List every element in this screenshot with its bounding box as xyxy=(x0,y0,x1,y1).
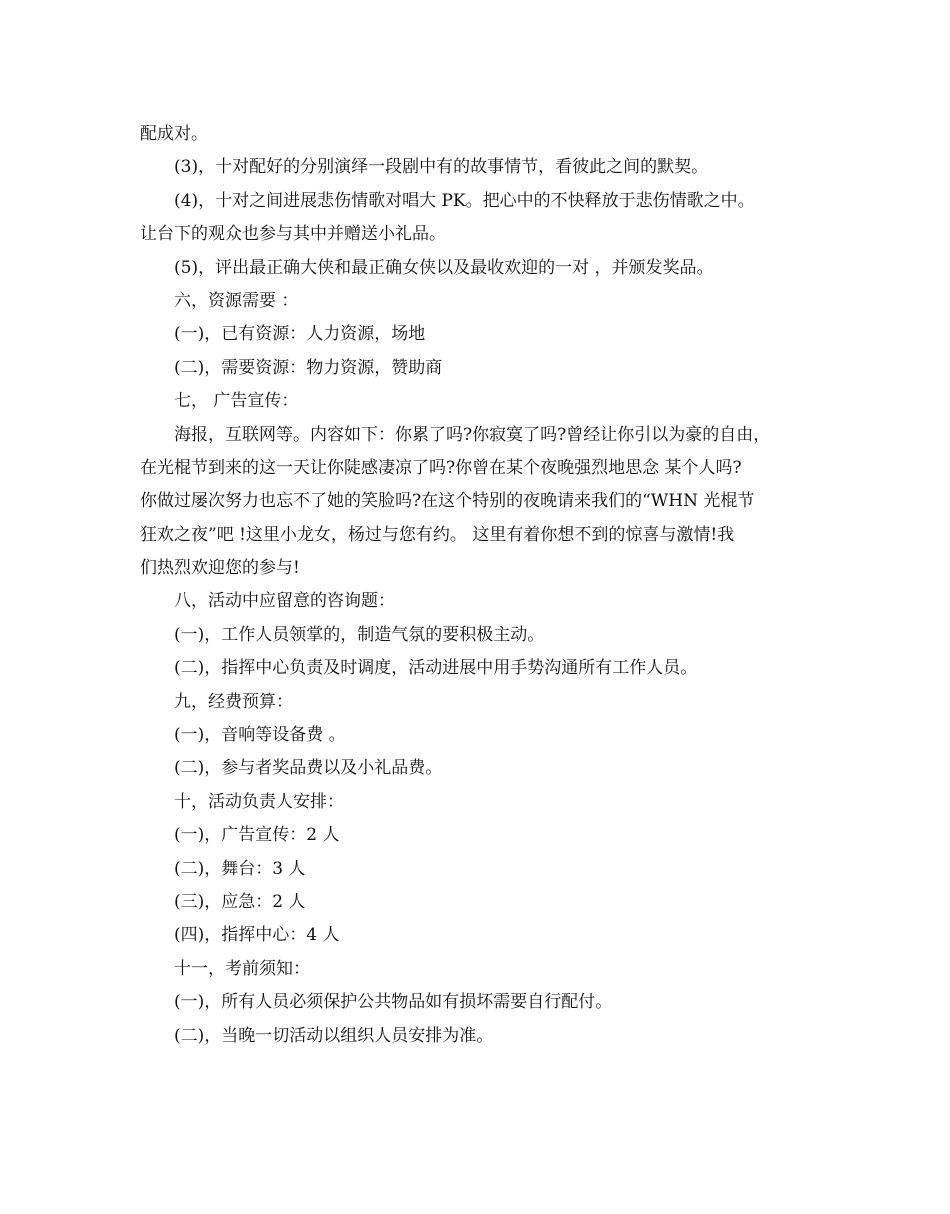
text-line: 你做过屡次努力也忘不了她的笑脸吗?在这个特别的夜晚请来我们的“WHN 光棍节 xyxy=(140,491,755,512)
section-heading: 六，资源需要 ： xyxy=(174,290,299,311)
text-line: 狂欢之夜”吧 !这里小龙女，杨过与您有约。 这里有着你想不到的惊喜与激情!我 xyxy=(140,524,735,545)
text-line: 们热烈欢迎您的参与! xyxy=(140,558,300,579)
text-line: (二)，当晚一切活动以组织人员安排为准。 xyxy=(174,1025,494,1046)
text-line: (一)，广告宣传：2 人 xyxy=(174,825,340,846)
text-line: (一)，所有人员必须保护公共物品如有损坏需要自行配付。 xyxy=(174,992,613,1013)
text-line: 让台下的观众也参与其中并赠送小礼品。 xyxy=(140,224,446,245)
text-line: (二)，指挥中心负责及时调度，活动进展中用手势沟通所有工作人员。 xyxy=(174,658,698,679)
text-line: (一)，音响等设备费 。 xyxy=(174,725,346,746)
section-heading: 八，活动中应留意的咨询题： xyxy=(174,591,395,612)
text-line: (一)，工作人员领掌的，制造气氛的要积极主动。 xyxy=(174,624,545,645)
text-line: (二)，舞台：3 人 xyxy=(174,858,306,879)
text-line: (3)，十对配好的分别演绎一段剧中有的故事情节，看彼此之间的默契。 xyxy=(174,157,709,178)
text-line: 在光棍节到来的这一天让你陡感凄凉了吗?你曾在某个夜晚强烈地思念 某个人吗? xyxy=(140,457,742,478)
section-heading: 九，经费预算： xyxy=(174,691,293,712)
text-line: (4)，十对之间进展悲伤情歌对唱大 PK。把心中的不快释放于悲伤情歌之中。 xyxy=(174,190,755,211)
text-line: 海报，互联网等。内容如下：你累了吗?你寂寞了吗?曾经让你引以为豪的自由， xyxy=(174,424,771,445)
document-body xyxy=(140,118,810,1053)
text-line: (二)，需要资源：物力资源，赞助商 xyxy=(174,357,443,378)
section-heading: 七， 广告宣传： xyxy=(174,391,299,412)
text-line: (二)，参与者奖品费以及小礼品费。 xyxy=(174,758,443,779)
text-line: (四)，指挥中心：4 人 xyxy=(174,925,340,946)
text-line: (一)，已有资源：人力资源，场地 xyxy=(174,324,426,345)
section-heading: 十一，考前须知： xyxy=(174,958,310,979)
text-line: 配成对。 xyxy=(140,124,208,144)
text-line: (5)，评出最正确大侠和最正确女侠以及最收欢迎的一对 ，并颁发奖品。 xyxy=(174,257,714,278)
section-heading: 十，活动负责人安排： xyxy=(174,791,344,812)
text-line: (三)，应急：2 人 xyxy=(174,891,306,912)
